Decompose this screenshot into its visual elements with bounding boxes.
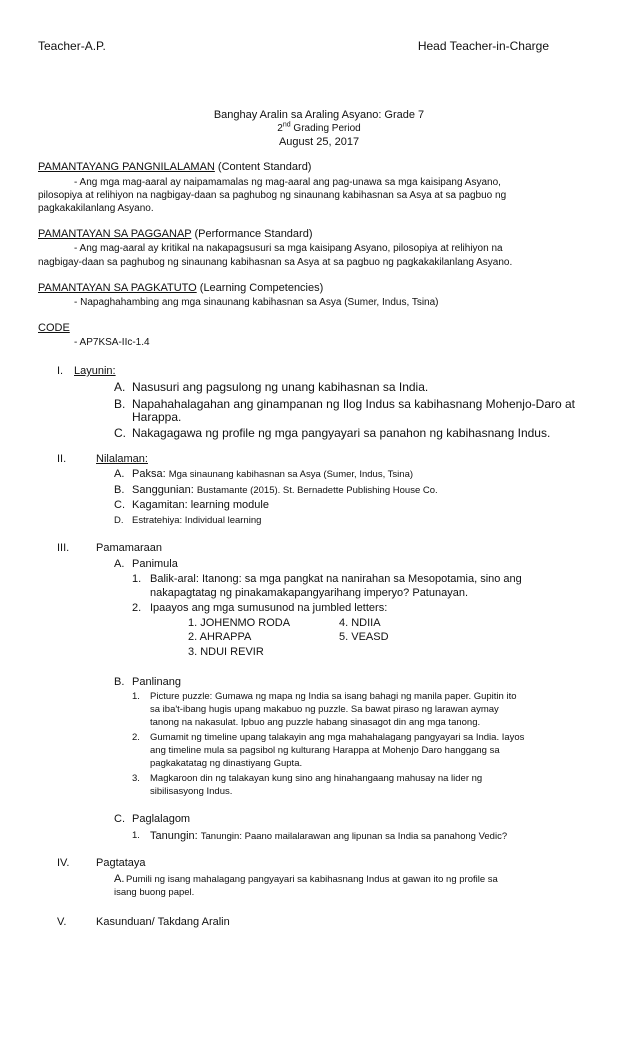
procedure-b2-line2: ang timeline mula sa pagsibol ng kulturang Harappa at Mohenjo Daro hanggang sa — [150, 745, 500, 756]
content-standard-line2: pilosopiya at relihiyon na nagbigay-daan sa paghubog ng sinaunang kabihasnan sa Asya at sa pagbuo ng — [38, 190, 507, 201]
procedure-b1-marker: 1. — [132, 691, 140, 702]
learning-competencies-title: PAMANTAYAN SA PAGKATUTO — [38, 282, 197, 294]
jumbled-word-4: 4. NDIIA — [339, 617, 381, 629]
procedure-b2-line1: Gumamit ng timeline upang talakayin ang mga mahahalagang pangyayari sa India. Iayos — [150, 732, 525, 743]
content-standard-title: PAMANTAYANG PANGNILALAMAN — [38, 161, 215, 173]
content-standard-heading — [38, 160, 311, 174]
procedure-b2-marker: 2. — [132, 732, 140, 743]
objective-a-marker: A. — [114, 380, 126, 394]
code-value: - AP7KSA-IIc-1.4 — [74, 337, 150, 348]
content-a-value: Mga sinaunang kabihasnan sa Asya (Sumer, Indus, Tsina) — [168, 469, 414, 480]
section-5-number: V. — [57, 916, 67, 928]
content-a — [132, 467, 413, 481]
learning-competencies-line1: - Napaghahambing ang mga sinaunang kabihasnan sa Asya (Sumer, Indus, Tsina) — [74, 297, 439, 308]
content-c: Kagamitan: learning module — [132, 499, 269, 511]
jumbled-word-5: 5. VEASD — [339, 631, 389, 643]
content-standard-en: (Content Standard) — [214, 161, 312, 173]
section-1-title: Layunin: — [74, 365, 116, 377]
procedure-c1-marker: 1. — [132, 830, 140, 841]
section-3-title: Pamamaraan — [96, 542, 163, 554]
objective-c: Nakagagawa ng profile ng mga pangyayari sa panahon ng kabihasnang Indus. — [132, 426, 551, 440]
content-a-label: Paksa: — [132, 468, 169, 480]
content-b — [132, 483, 438, 497]
section-2-title: Nilalaman: — [96, 453, 148, 465]
code-heading: CODE — [38, 322, 70, 334]
content-b-label: Sanggunian: — [132, 484, 197, 496]
performance-standard-en: (Performance Standard) — [191, 228, 313, 240]
procedure-c1 — [150, 829, 507, 843]
objective-a: Nasusuri ang pagsulong ng unang kabihasnan sa India. — [132, 380, 429, 394]
procedure-a1-line2: nakapagtatag ng pinakamakapangyarihang imperyo? Patunayan. — [150, 587, 469, 599]
procedure-c1-text: Tanungin: Paano mailalarawan ang lipunan sa India sa panahong Vedic? — [200, 831, 508, 842]
objective-b-line2: Harappa. — [132, 410, 182, 424]
section-4-title: Pagtataya — [96, 857, 146, 869]
section-5-title: Kasunduan/ Takdang Aralin — [96, 916, 230, 928]
procedure-c-title: Paglalagom — [132, 813, 191, 825]
doc-date: August 25, 2017 — [278, 136, 360, 148]
content-b-value: Bustamante (2015). St. Bernadette Publishing House Co. — [196, 485, 438, 496]
procedure-b-marker: B. — [114, 676, 125, 688]
section-4-number: IV. — [57, 857, 70, 869]
procedure-a-marker: A. — [114, 558, 125, 570]
grading-suffix: nd — [282, 121, 291, 129]
content-c-marker: C. — [114, 499, 125, 511]
procedure-b1-line2: sa iba't-ibang hugis upang makabuo ng puzzle. Sa bawat piraso ng larawan aymay — [150, 704, 499, 715]
procedure-b3-line1: Magkaroon din ng talakayan kung sino ang hinahangaang mahusay na lider ng — [150, 773, 483, 784]
grading-number: 2 — [277, 123, 283, 134]
performance-standard-title: PAMANTAYAN SA PAGGANAP — [38, 228, 192, 240]
doc-title: Banghay Aralin sa Araling Asyano: Grade 7 — [213, 109, 425, 121]
objective-c-marker: C. — [114, 426, 126, 440]
content-b-marker: B. — [114, 484, 125, 496]
content-d-marker: D. — [114, 515, 124, 526]
section-1-number: I. — [57, 365, 64, 377]
procedure-b3-marker: 3. — [132, 773, 140, 784]
jumbled-word-1: 1. JOHENMO RODA — [188, 617, 291, 629]
grading-label: Grading Period — [290, 123, 361, 134]
procedure-b-title: Panlinang — [132, 676, 181, 688]
content-d: Estratehiya: Individual learning — [132, 515, 262, 526]
performance-standard-line1: - Ang mag-aaral ay kritikal na nakapagsusuri sa mga kaisipang Asyano, pilosopiya at relihiyon na — [74, 243, 503, 254]
procedure-c-marker: C. — [114, 813, 125, 825]
content-standard-line1: - Ang mga mag-aaral ay naipamamalas ng mag-aaral ang pag-unawa sa mga kaisipang Asyano, — [74, 177, 501, 188]
assessment-a-marker: A. — [114, 873, 125, 885]
header-head-teacher: Head Teacher-in-Charge — [417, 39, 549, 53]
content-a-marker: A. — [114, 468, 125, 480]
grading-period — [0, 122, 638, 135]
section-3-number: III. — [57, 542, 70, 554]
procedure-b3-line2: sibilisasyong Indus. — [150, 786, 233, 797]
jumbled-word-3: 3. NDUI REVIR — [188, 646, 264, 658]
procedure-a-title: Panimula — [132, 558, 178, 570]
performance-standard-line2: nagbigay-daan sa paghubog ng sinaunang kabihasnan sa Asya at sa pagbuo ng pagkakakilanlang Asyano. — [38, 257, 513, 268]
learning-competencies-en: (Learning Competencies) — [196, 282, 324, 294]
procedure-a1-line1: Balik-aral: Itanong: sa mga pangkat na nanirahan sa Mesopotamia, sino ang — [150, 573, 522, 585]
procedure-b2-line3: pagkakatatag ng dinastiyang Gupta. — [150, 758, 303, 769]
content-standard-line3: pagkakakilanlang Asyano. — [38, 203, 154, 214]
assessment-a-line1: Pumili ng isang mahalagang pangyayari sa kabihasnang Indus at gawan ito ng profile sa — [126, 874, 498, 885]
performance-standard-heading — [38, 227, 313, 241]
learning-competencies-heading — [38, 281, 323, 295]
procedure-a2-marker: 2. — [132, 602, 142, 614]
procedure-a2: Ipaayos ang mga sumusunod na jumbled letters: — [150, 602, 388, 614]
procedure-b1-line1: Picture puzzle: Gumawa ng mapa ng India sa isang bahagi ng manila paper. Gupitin ito — [150, 691, 517, 702]
jumbled-word-2: 2. AHRAPPA — [188, 631, 252, 643]
procedure-c1-label: Tanungin: — [150, 830, 201, 842]
procedure-a1-marker: 1. — [132, 573, 142, 585]
objective-b-marker: B. — [114, 397, 126, 411]
header-teacher: Teacher-A.P. — [38, 39, 106, 53]
section-2-number: II. — [57, 453, 67, 465]
procedure-b1-line3: tanong na nakasulat. Ipbuo ang puzzle habang sinasagot din ang mga tanong. — [150, 717, 481, 728]
objective-b-line1: Napahahalagahan ang ginampanan ng Ilog Indus sa kabihasnang Mohenjo-Daro at — [132, 397, 575, 411]
assessment-a-line2: isang buong papel. — [114, 887, 195, 898]
